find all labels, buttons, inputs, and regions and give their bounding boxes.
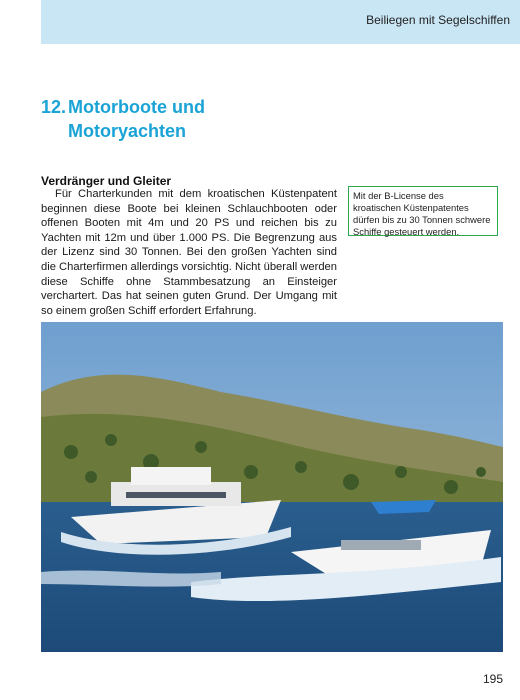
motorboats-photo bbox=[41, 322, 503, 652]
chapter-title-line1: Motorboote und bbox=[68, 97, 205, 117]
photo-illustration bbox=[41, 322, 503, 652]
running-header bbox=[41, 0, 520, 44]
sidebar-note: Mit der B-License des kroatischen Küstenpatentes dürfen bis zu 30 Tonnen schwere Schiffe gesteuert werden. bbox=[348, 186, 498, 236]
chapter-title bbox=[41, 95, 341, 143]
section-heading: Verdränger und Gleiter bbox=[41, 174, 172, 188]
page-number: 195 bbox=[482, 672, 503, 686]
running-header-title: Beiliegen mit Segelschiffen bbox=[366, 13, 510, 27]
body-paragraph: Für Charterkunden mit dem kroatischen Küstenpatent beginnen diese Boote bei kleinen Schlauchbooten oder offenen Booten mit 4m und 20 PS und reichen bis zu Yachten mit 12m und über 1.000 PS. Die Begrenzung aus der Lizenz sind 30 Tonnen. Bei den großen Yachten sind die Charterfirmen allerdings vorsichtig. Nicht überall werden diese Schiffe ohne Stammbesatzung an Einsteiger verchartert. Das hat seinen guten Grund. Der Umgang mit so einem großen Schiff erfordert Erfahrung. bbox=[41, 188, 337, 317]
chapter-title-line2: Motoryachten bbox=[68, 121, 187, 141]
chapter-number: 12. bbox=[41, 97, 67, 117]
